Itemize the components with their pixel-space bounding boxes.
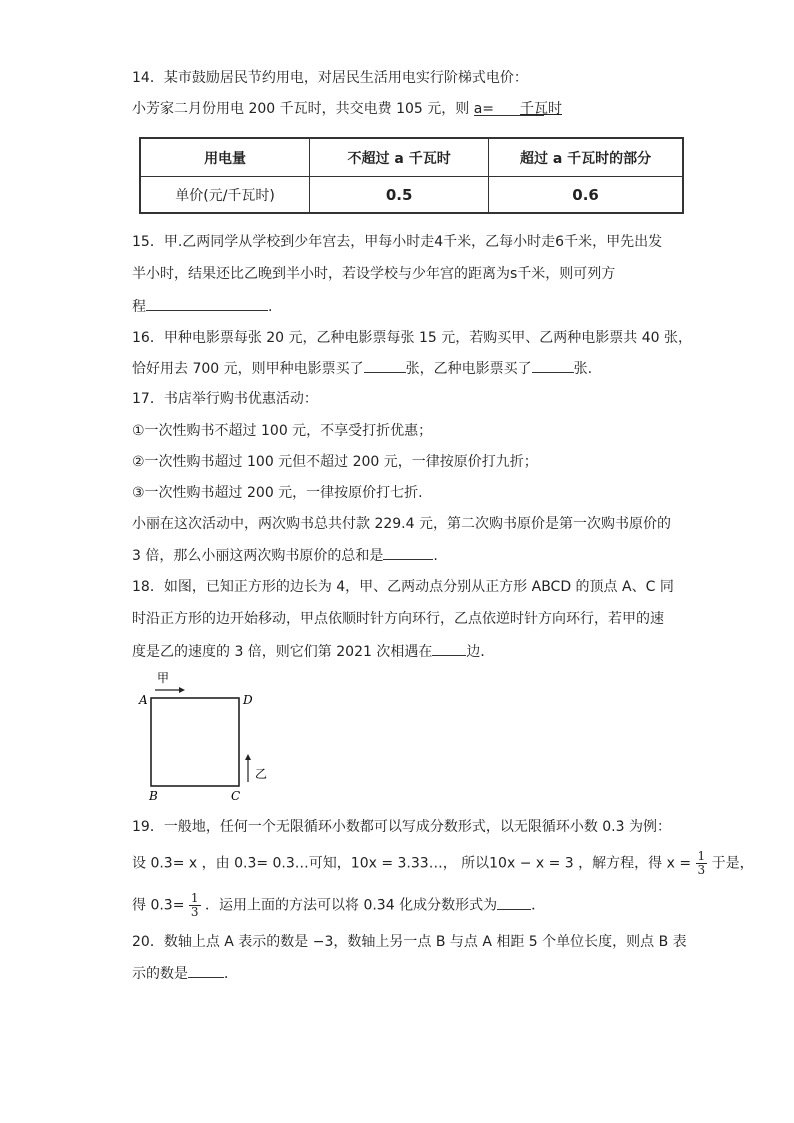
q19-line2-b: 于是，: [711, 855, 754, 872]
q14-line1: 14．某市鼓励居民节约用电，对居民生活用电实行阶梯式电价：: [132, 70, 528, 86]
q16-line2-c: 张.: [573, 361, 593, 377]
label-yi: 乙: [255, 767, 268, 781]
q14-blank-underline: [474, 115, 544, 116]
q20-line2: [132, 963, 238, 984]
q15-line3: [132, 296, 272, 317]
q14-line2-text: 小芳家二月份用电 200 千瓦时，共交电费 105 元，则 a=: [132, 101, 495, 117]
q18-answer-blank[interactable]: [432, 641, 466, 656]
q19-line2: [132, 850, 754, 880]
square-abcd: [151, 698, 239, 786]
table-header-exceed: 超过 a 千瓦时的部分: [489, 138, 683, 177]
arrow-yi-head: [245, 754, 251, 760]
q19-fraction-1: [696, 850, 708, 877]
q19-answer-blank[interactable]: [497, 895, 531, 910]
q15-line3-tail: .: [268, 299, 273, 315]
q15-answer-blank[interactable]: [146, 296, 268, 311]
q15-line1: 15．甲.乙两同学从学校到少年宫去，甲每小时走4千米，乙每小时走6千米，甲先出发: [132, 234, 663, 250]
q19-line3-a: 得 0.3̇=: [132, 897, 185, 914]
q15-line3-text: 程: [132, 299, 146, 315]
q19-line3-tail: ．: [531, 897, 546, 914]
q19-line3-b: ．运用上面的方法可以将 0.3̇4̇ 化成分数形式为: [205, 897, 498, 914]
table-header-usage: 用电量: [140, 138, 310, 177]
q14-answer-blank[interactable]: [494, 99, 520, 113]
table-cell-price-2: 0.6: [489, 177, 683, 214]
q19-frac1-den: 3: [697, 863, 706, 877]
q15-line2: 半小时，结果还比乙晚到半小时，若设学校与少年宫的距离为s千米，则可列方: [132, 266, 616, 282]
q20-line1: 20．数轴上点 A 表示的数是 −3，数轴上另一点 B 与点 A 相距 5 个单位长度，则点 B 表: [132, 934, 687, 950]
price-table: [139, 137, 684, 214]
arrow-jia-head: [179, 687, 185, 693]
q16-line2-b: 张，乙种电影票买了: [405, 361, 532, 377]
q16-line1: 16．甲种电影票每张 20 元，乙种电影票每张 15 元，若购买甲、乙两种电影票共 40 张，: [132, 330, 692, 346]
q18-line1: 18．如图，已知正方形的边长为 4，甲、乙两动点分别从正方形 ABCD 的顶点 A、C 同: [132, 579, 674, 595]
q17-line6-tail: .: [433, 548, 438, 564]
q17-item2: ②一次性购书超过 100 元但不超过 200 元，一律按原价打九折；: [132, 454, 538, 470]
q17-line6: [132, 545, 438, 566]
q19-frac1-num: 1: [697, 849, 706, 863]
q20-line2-text: 示的数是: [132, 966, 188, 982]
q19-line2-a: 设 0.3̇= x ，由 0.3̇= 0.3…可知，10x = 3.33…， 所以10x − x = 3 ，解方程，得 x =: [132, 855, 692, 872]
q19-frac2-den: 3: [190, 905, 199, 919]
q17-line5: 小丽在这次活动中，两次购书总共付款 229.4 元，第二次购书原价是第一次购书原价的: [132, 516, 671, 532]
q17-line6-text: 3 倍，那么小丽这两次购书原价的总和是: [132, 548, 384, 564]
q14-line2: [132, 99, 562, 119]
q17-item1: ①一次性购书不超过 100 元，不享受打折优惠；: [132, 423, 433, 439]
q17-line1: 17．书店举行购书优惠活动：: [132, 391, 318, 407]
q19-frac2-num: 1: [190, 891, 199, 905]
q18-line3-text: 度是乙的速度的 3 倍，则它们第 2021 次相遇在: [132, 644, 433, 660]
q19-fraction-2: [189, 892, 201, 919]
table-row-unit-price: 单价(元/千瓦时): [140, 177, 310, 214]
label-c: C: [231, 789, 241, 803]
label-d: D: [243, 693, 253, 707]
q18-line3-tail: 边．: [466, 644, 495, 660]
table-cell-price-1: 0.5: [310, 177, 489, 214]
square-figure: [135, 668, 275, 808]
q14-unit: 千瓦时: [520, 101, 563, 117]
q16-line2-a: 恰好用去 700 元，则甲种电影票买了: [132, 361, 364, 377]
q20-answer-blank[interactable]: [188, 963, 224, 978]
label-jia: 甲: [157, 671, 170, 685]
label-a: A: [139, 693, 148, 707]
q17-answer-blank[interactable]: [383, 545, 433, 560]
q19-line1: 19．一般地，任何一个无限循环小数都可以写成分数形式，以无限循环小数 0.3̇ 为例：: [132, 819, 671, 835]
label-b: B: [149, 789, 158, 803]
q16-line2: [132, 358, 592, 379]
q17-item3: ③一次性购书超过 200 元，一律按原价打七折.: [132, 485, 423, 501]
q20-line2-tail: ．: [224, 966, 238, 982]
q16-blank-2[interactable]: [532, 358, 574, 373]
q18-line3: [132, 641, 494, 662]
table-header-not-exceed: 不超过 a 千瓦时: [310, 138, 489, 177]
q18-line2: 时沿正方形的边开始移动，甲点依顺时针方向环行，乙点依逆时针方向环行，若甲的速: [132, 611, 664, 627]
q16-blank-1[interactable]: [364, 358, 406, 373]
q19-line3: [132, 892, 545, 922]
